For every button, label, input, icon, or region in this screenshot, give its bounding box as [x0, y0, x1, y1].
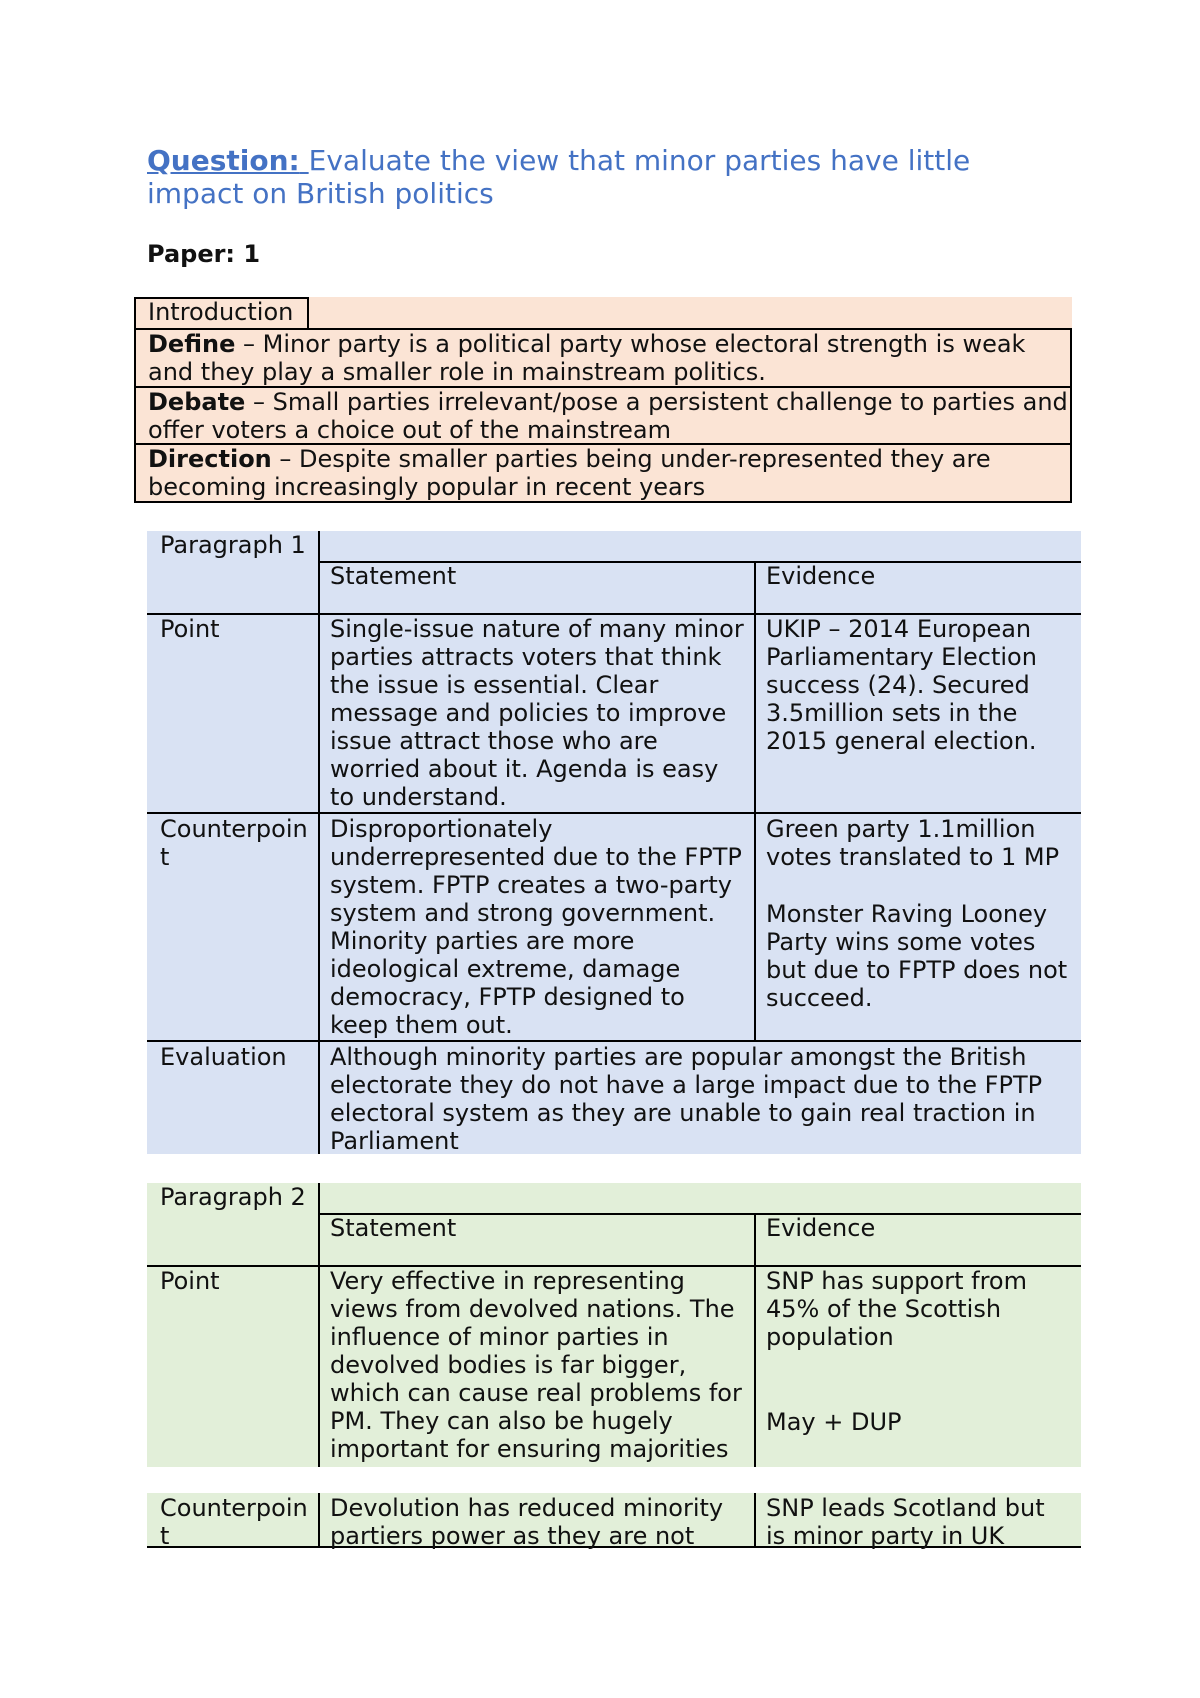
- p2-statement-header: Statement: [330, 1214, 457, 1242]
- p1-counter-label: Counterpoint: [160, 815, 308, 871]
- intro-debate: [148, 388, 1068, 444]
- introduction-heading: Introduction: [148, 298, 294, 326]
- p2-counter-statement: Devolution has reduced minority partiers power as they are not: [330, 1494, 724, 1550]
- p2-point-evidence-2: May + DUP: [766, 1408, 902, 1436]
- intro-direction: [148, 445, 1068, 501]
- intro-define: [148, 330, 1068, 386]
- p1-evidence-header: Evidence: [766, 562, 876, 590]
- p2-counter-label: Counterpoint: [160, 1494, 308, 1550]
- direction-text: – Despite smaller parties being under-represented they are becoming increasingly popular in recent years: [148, 445, 991, 501]
- p1-eval-label: Evaluation: [160, 1043, 287, 1071]
- p2-point-evidence-1: SNP has support from 45% of the Scottish population: [766, 1267, 1027, 1351]
- paragraph1-heading: Paragraph 1: [160, 531, 306, 559]
- p1-statement-header: Statement: [330, 562, 457, 590]
- debate-label: Debate: [148, 388, 246, 416]
- p1-point-statement: Single-issue nature of many minor parties attracts voters that think the issue is essential. Clear message and policies to improve issue attract those who are worried about it. Agenda is easy to understand.: [330, 615, 744, 811]
- paragraph2-heading: Paragraph 2: [160, 1183, 306, 1211]
- define-label: Define: [148, 330, 236, 358]
- p2-point-statement: Very effective in representing views from devolved nations. The influence of minor parties in devolved bodies is far bigger, which can cause real problems for PM. They can also be hugely important for ensuring majorities: [330, 1267, 742, 1463]
- p2-point-label: Point: [160, 1267, 220, 1295]
- define-text: – Minor party is a political party whose electoral strength is weak and they play a smaller role in mainstream politics.: [148, 330, 1026, 386]
- p1-counter-statement: Disproportionately underrepresented due to the FPTP system. FPTP creates a two-party system and strong government. Minority parties are more ideological extreme, damage democracy, FPTP designed to keep them out.: [330, 815, 742, 1039]
- p1-eval-text: Although minority parties are popular amongst the British electorate they do not have a large impact due to the FPTP electoral system as they are unable to gain real traction in Parliament: [330, 1043, 1043, 1155]
- p1-counter-evidence-2: Monster Raving Looney Party wins some votes but due to FPTP does not succeed.: [766, 900, 1068, 1012]
- question-text: Evaluate the view that minor parties have little impact on British politics: [147, 144, 971, 210]
- paper-label: Paper: 1: [147, 240, 261, 268]
- direction-label: Direction: [148, 445, 272, 473]
- debate-text: – Small parties irrelevant/pose a persistent challenge to parties and offer voters a choice out of the mainstream: [148, 388, 1068, 444]
- p1-counter-evidence-1: Green party 1.1million votes translated to 1 MP: [766, 815, 1060, 871]
- p1-point-label: Point: [160, 615, 220, 643]
- p2-counter-evidence: SNP leads Scotland but is minor party in UK: [766, 1494, 1045, 1550]
- p1-point-evidence: UKIP – 2014 European Parliamentary Election success (24). Secured 3.5million sets in the 2015 general election.: [766, 615, 1037, 755]
- p2-evidence-header: Evidence: [766, 1214, 876, 1242]
- question-label: Question:: [147, 144, 300, 177]
- question-heading: [147, 144, 1007, 210]
